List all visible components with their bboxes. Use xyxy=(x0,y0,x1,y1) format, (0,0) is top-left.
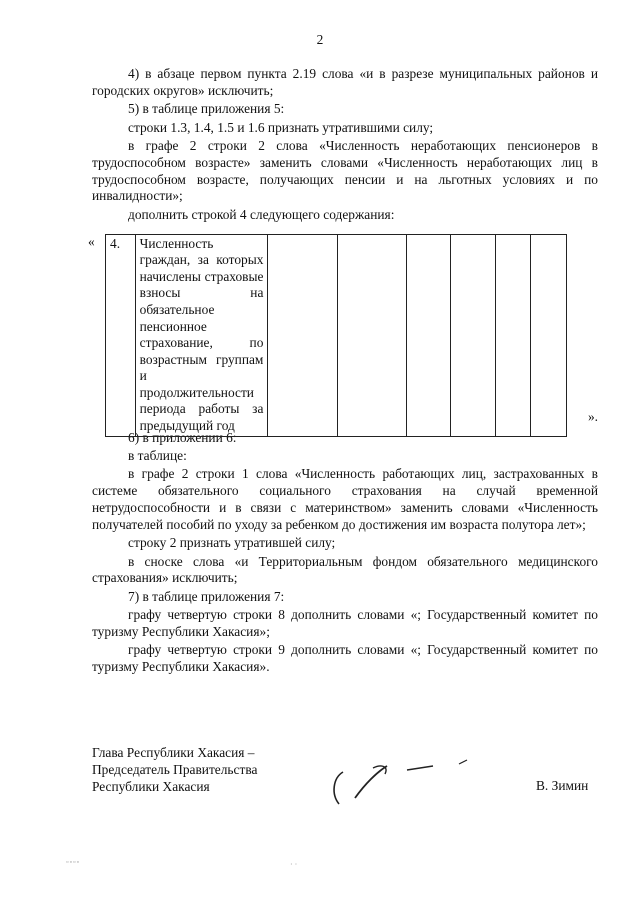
paragraph: 4) в абзаце первом пункта 2.19 слова «и в разрезе муниципальных районов и городских округов» исключить; xyxy=(92,66,598,98)
paragraph: 5) в таблице приложения 5: xyxy=(128,101,285,117)
table xyxy=(105,234,567,437)
paragraph: строки 1.3, 1.4, 1.5 и 1.6 признать утратившими силу; xyxy=(128,119,434,135)
row-number-cell: 4. xyxy=(106,234,136,436)
signatory-title xyxy=(92,744,257,795)
paragraph: графу четвертую строки 9 дополнить словами «; Государственный комитет по туризму Республики Хакасия». xyxy=(92,642,598,675)
paragraph: в графе 2 строки 2 слова «Численность неработающих пенсионеров в трудоспособном возрасте» заменить словами «Численность неработающих лиц в трудоспособном возрасте, получающих пенсии и на льготных условиях и по инвалидности»; xyxy=(92,137,598,204)
paragraph: в сноске слова «и Территориальным фондом обязательного медицинского страхования» исключить; xyxy=(92,553,598,586)
empty-cell xyxy=(495,234,531,436)
empty-cell xyxy=(268,234,337,436)
paragraph: в графе 2 строки 1 слова «Численность работающих лиц, застрахованных в системе обязательного социального страхования на случай временной нетрудоспособности и в связи с материнством» заменить словами «Численность получателей пособий по уходу за ребенком до достижения им возраста полутора лет»; xyxy=(92,466,598,532)
inserted-row-table xyxy=(88,233,598,434)
paragraph: 7) в таблице приложения 7: xyxy=(128,588,285,604)
paragraph: строку 2 признать утратившей силу; xyxy=(128,535,336,551)
scan-dots: · · xyxy=(290,860,298,869)
paragraph: дополнить строкой 4 следующего содержания: xyxy=(128,206,395,222)
paragraph: 6) в приложении 6: xyxy=(128,429,237,445)
open-quote: « xyxy=(88,233,95,249)
handwritten-signature xyxy=(325,754,475,810)
document-body xyxy=(88,66,598,677)
paragraph: в таблице: xyxy=(128,447,187,463)
empty-cell xyxy=(337,234,406,436)
scan-mark: ▫▫▫▫ xyxy=(66,858,80,866)
signatory-title-line: Председатель Правительства xyxy=(92,762,258,777)
empty-cell xyxy=(406,234,450,436)
empty-cell xyxy=(531,234,567,436)
page-number: 2 xyxy=(316,32,324,47)
table-row xyxy=(106,234,567,436)
paragraph: графу четвертую строки 8 дополнить словами «; Государственный комитет по туризму Республики Хакасия»; xyxy=(92,607,598,639)
close-quote: ». xyxy=(587,408,598,424)
signatory-name: В. Зимин xyxy=(536,778,589,793)
empty-cell xyxy=(451,234,495,436)
signatory-title-line: Республики Хакасия xyxy=(92,779,210,794)
row-text-cell: Численность граждан, за которых начислены страховые взносы на обязательное пенсионное страхование, по возрастным группам и продолжительности периода работы за предыдущий год xyxy=(135,234,268,436)
signatory-title-line: Глава Республики Хакасия – xyxy=(92,745,255,760)
